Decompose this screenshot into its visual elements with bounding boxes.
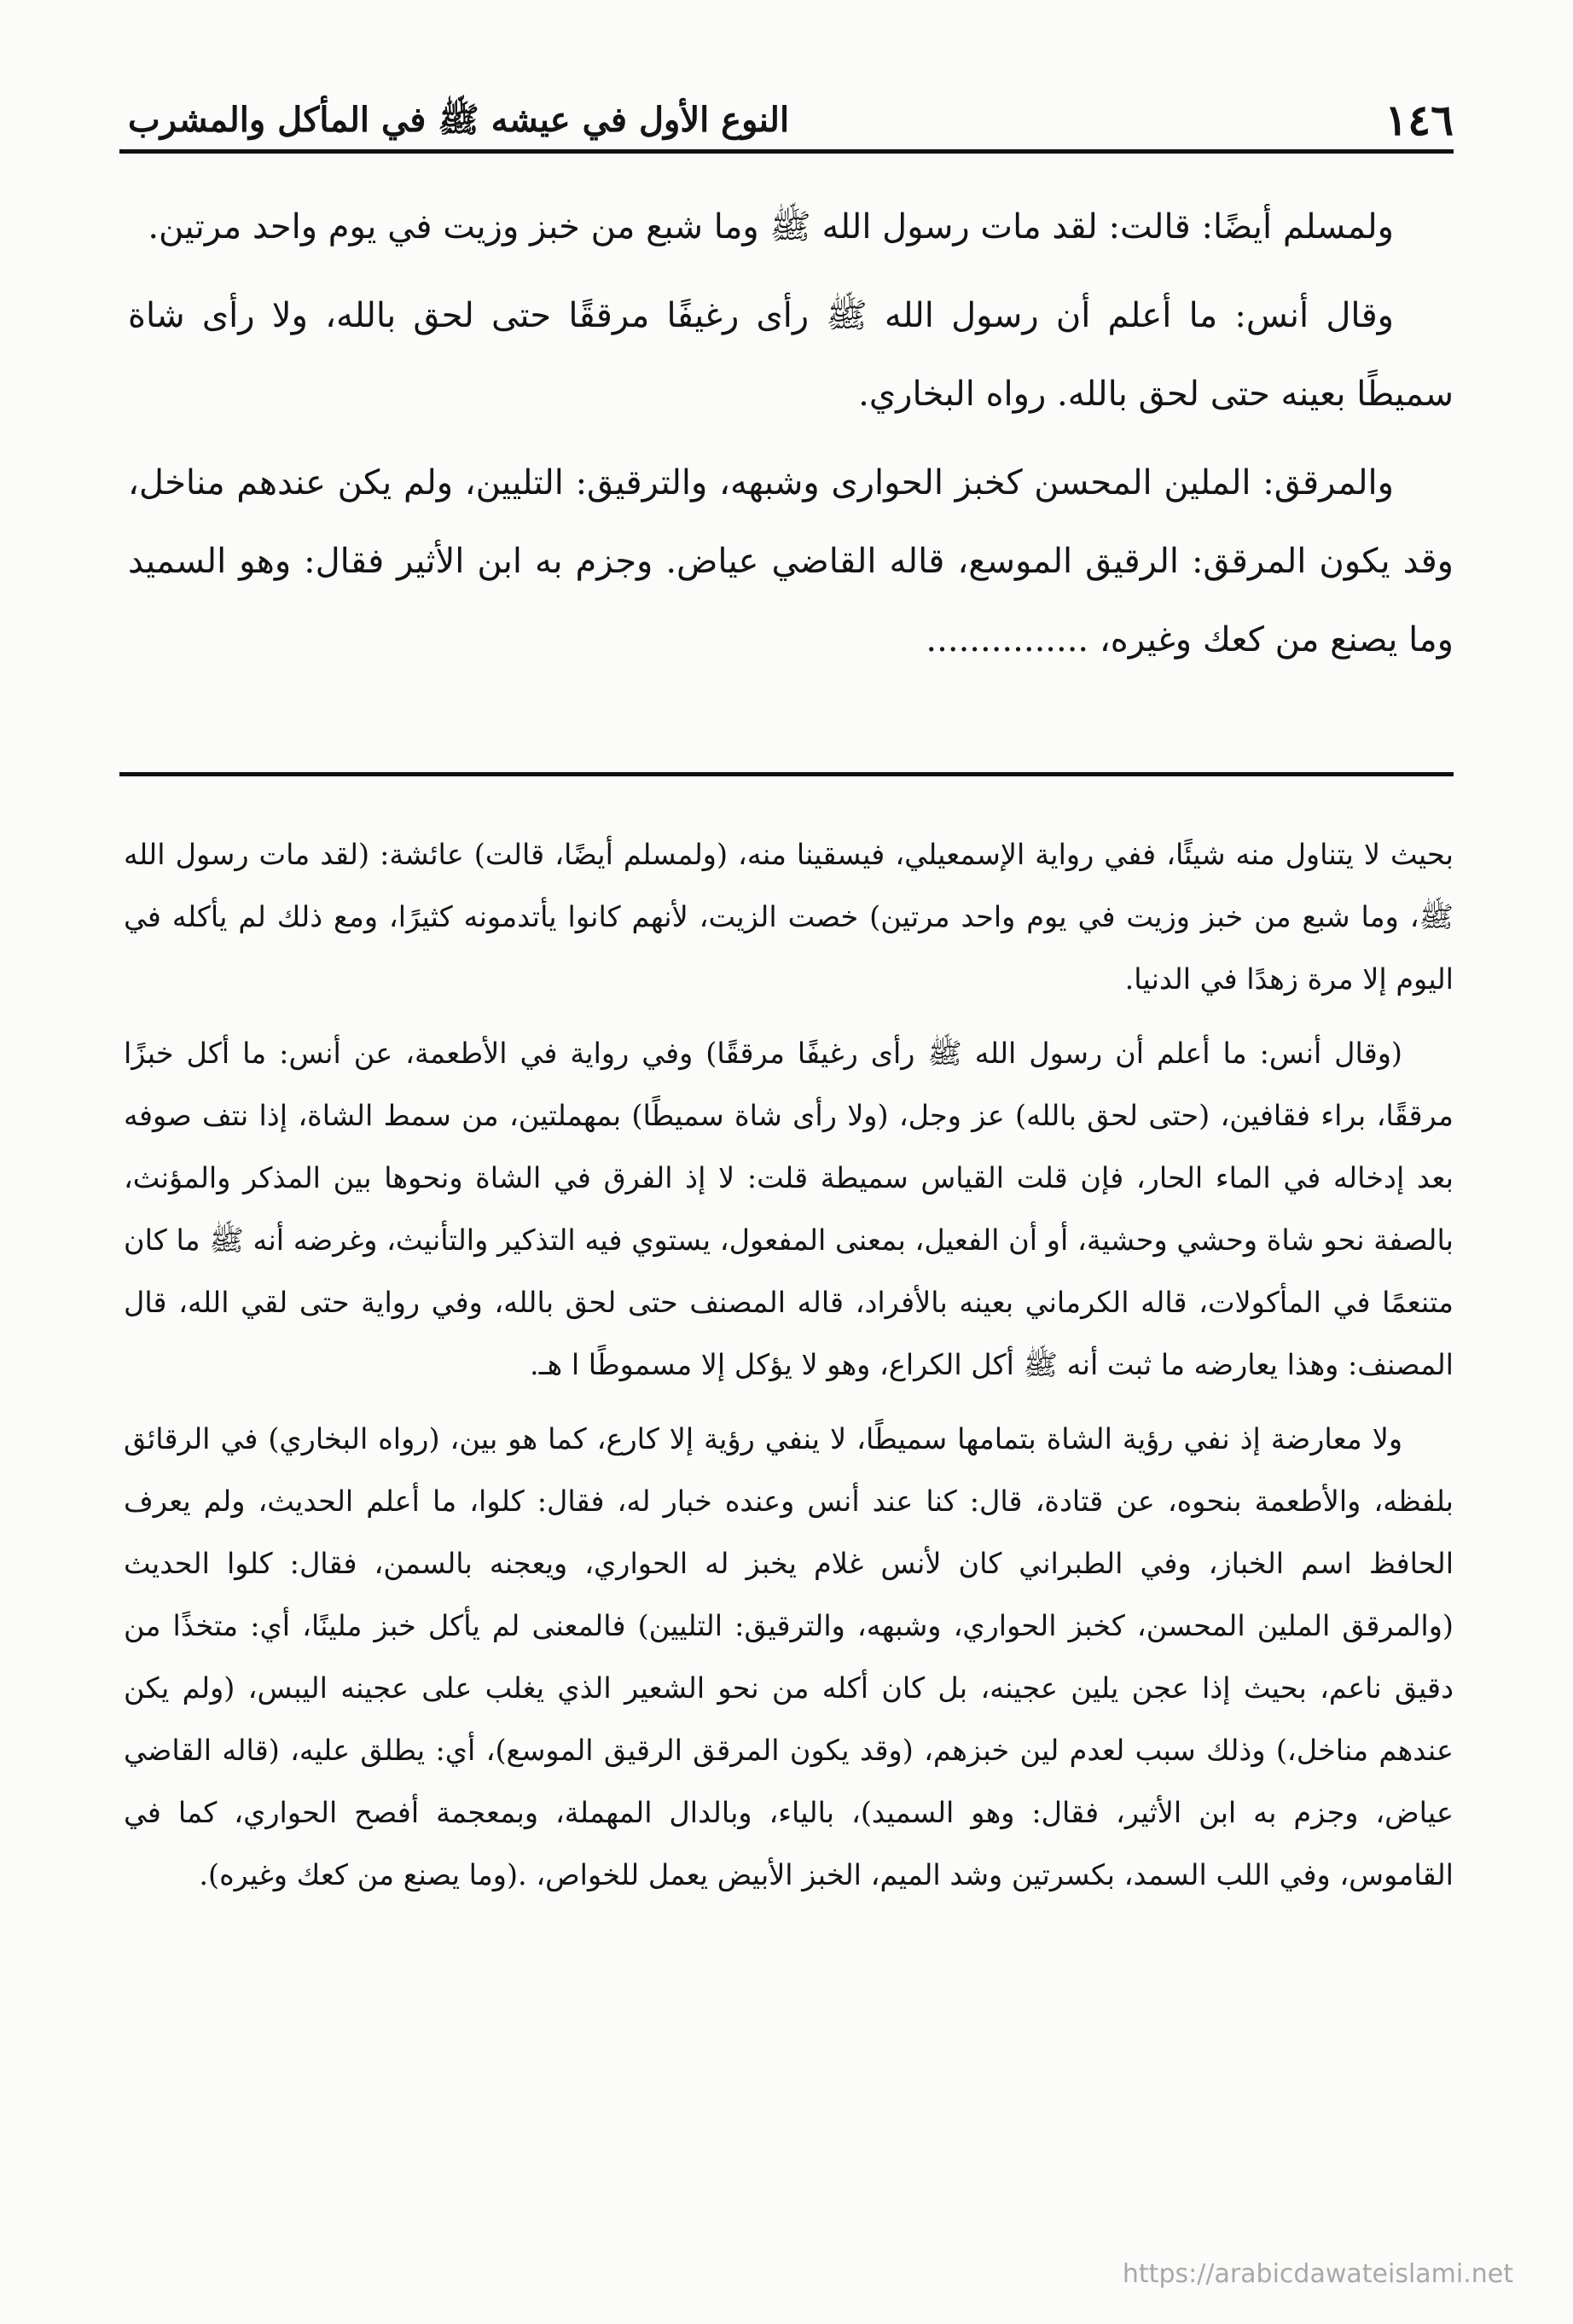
section-separator [119, 772, 1454, 776]
main-paragraph: ولمسلم أيضًا: قالت: لقد مات رسول الله ﷺ وما شبع من خبز وزيت في يوم واحد مرتين. [148, 207, 1394, 247]
main-paragraph: وقال أنس: ما أعلم أن رسول الله ﷺ رأى رغيفًا مرققًا حتى لحق بالله، ولا رأى شاة سميطًا بعينه حتى لحق بالله. رواه البخاري. [128, 296, 1454, 414]
watermark-url: https://arabicdawateislami.net [1122, 2259, 1513, 2289]
commentary-paragraph: ولا معارضة إذ نفي رؤية الشاة بتمامها سميطًا، لا ينفي رؤية إلا كارع، كما هو بين، (رواه البخاري) في الرقائق بلفظه، والأطعمة بنحوه، عن قتادة، قال: كنا عند أنس وعنده خبار له، فقال: كلوا، ما أعلم الحديث، ولم يعرف الحافظ اسم الخباز، وفي الطبراني كان لأنس غلام يخبز له الحواري، ويعجنه بالسمن، فقال: كلوا الحديث (والمرقق الملين المحسن، كخبز الحواري، وشبهه، والترقيق: التليين) فالمعنى لم يأكل خبز ملينًا، أي: متخذًا من دقيق ناعم، بحيث إذا عجن يلين عجينه، بل كان أكله من نحو الشعير الذي يغلب على عجينه اليبس، (ولم يكن عندهم مناخل،) وذلك سبب لعدم لين خبزهم، (وقد يكون المرقق الرقيق الموسع)، أي: يطلق عليه، (قاله القاضي عياض، وجزم به ابن الأثير، فقال: وهو السميد)، بالياء، وبالدال المهملة، وبمعجمة أفصح الحواري، كما في القاموس، وفي اللب السمد، بكسرتين وشد الميم، الخبز الأبيض يعمل للخواص، .(وما يصنع من كعك وغيره). [124, 1422, 1454, 1891]
running-title: النوع الأول في عيشه ﷺ في المأكل والمشرب [128, 100, 790, 140]
page-number: ١٤٦ [1384, 95, 1454, 145]
page-header [128, 96, 1454, 145]
commentary-paragraph: (وقال أنس: ما أعلم أن رسول الله ﷺ رأى رغيفًا مرققًا) وفي رواية في الأطعمة، عن أنس: ما أكل خبزًا مرققًا، براء فقافين، (حتى لحق بالله) عز وجل، (ولا رأى شاة سميطًا) بمهملتين، من سمط الشاة، إذا نتف صوفه بعد إدخاله في الماء الحار، فإن قلت القياس سميطة قلت: لا إذ الفرق في الشاة ونحوها بين المذكر والمؤنث، بالصفة نحو شاة وحشي وحشية، أو أن الفعيل، بمعنى المفعول، يستوي فيه التذكير والتأنيث، وغرضه أنه ﷺ ما كان متنعمًا في المأكولات، قاله الكرماني بعينه بالأفراد، قاله المصنف حتى لحق بالله، وفي رواية حتى لقي الله، قال المصنف: وهذا يعارضه ما ثبت أنه ﷺ أكل الكراع، وهو لا يؤكل إلا مسموطًا ا هـ. [124, 1037, 1454, 1381]
commentary-paragraph: بحيث لا يتناول منه شيئًا، ففي رواية الإسمعيلي، فيسقينا منه، (ولمسلم أيضًا، قالت) عائشة: (لقد مات رسول الله ﷺ، وما شبع من خبز وزيت في يوم واحد مرتين) خصت الزيت، لأنهم كانوا يأتدمونه كثيرًا، ومع ذلك لم يأكله في اليوم إلا مرة زهدًا في الدنيا. [124, 838, 1454, 996]
main-text [128, 188, 1454, 689]
header-rule [119, 149, 1454, 154]
main-paragraph: والمرقق: الملين المحسن كخبز الحوارى وشبهه، والترقيق: التليين، ولم يكن عندهم مناخل، وقد يكون المرقق: الرقيق الموسع، قاله القاضي عياض. وجزم به ابن الأثير فقال: وهو السميد وما يصنع من كعك وغيره، ............... [128, 463, 1454, 659]
commentary-text [124, 823, 1454, 1918]
